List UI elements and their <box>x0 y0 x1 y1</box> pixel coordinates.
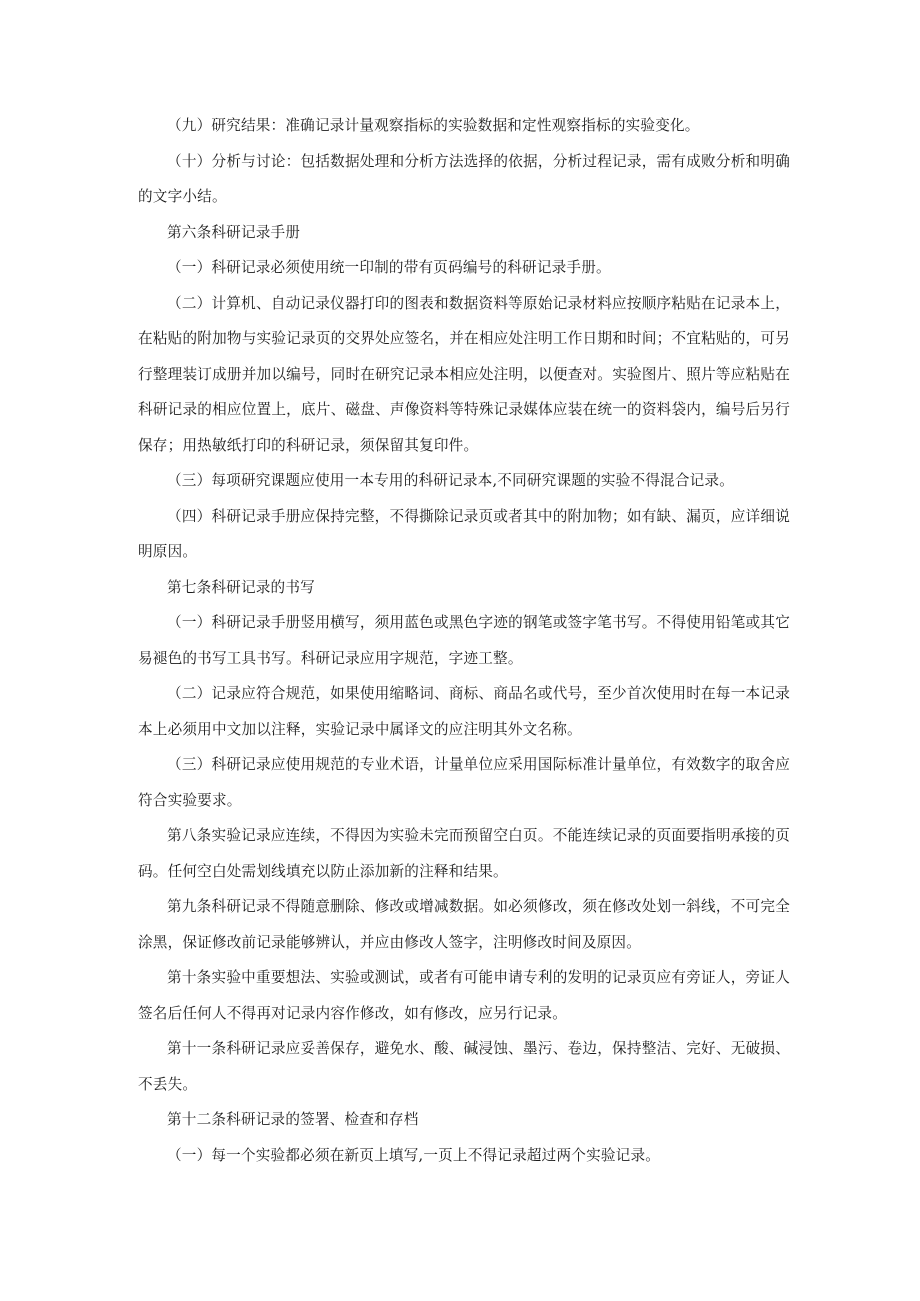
article-8: 第八条实验记录应连续，不得因为实验未完而预留空白页。不能连续记录的页面要指明承接的页码。任何空白处需划线填充以防止添加新的注释和结果。 <box>138 827 790 880</box>
article-10: 第十条实验中重要想法、实验或测试，或者有可能申请专利的发明的记录页应有旁证人，旁证人签名后任何人不得再对记录内容作修改，如有修改，应另行记录。 <box>138 969 790 1022</box>
article-9: 第九条科研记录不得随意删除、修改或增减数据。如必须修改，须在修改处划一斜线，不可完全涂黑，保证修改前记录能够辨认，并应由修改人签字，注明修改时间及原因。 <box>138 898 790 951</box>
article-12-heading: 第十二条科研记录的签署、检查和存档 <box>167 1111 419 1128</box>
article-7-item-3: （三）科研记录应使用规范的专业术语，计量单位应采用国际标准计量单位，有效数字的取舍应符合实验要求。 <box>138 756 790 809</box>
article-11: 第十一条科研记录应妥善保存，避免水、酸、碱浸蚀、墨污、卷边，保持整洁、完好、无破损、不丢失。 <box>138 1040 790 1093</box>
article-7-item-1: （一）科研记录手册竖用横写，须用蓝色或黑色字迹的钢笔或签字笔书写。不得使用铅笔或其它易褪色的书写工具书写。科研记录应用字规范，字迹工整。 <box>138 614 790 667</box>
paragraph-item-9-research-results: （九）研究结果：准确记录计量观察指标的实验数据和定性观察指标的实验变化。 <box>167 117 700 134</box>
article-7-heading: 第七条科研记录的书写 <box>167 578 315 596</box>
article-6-heading: 第六条科研记录手册 <box>167 223 301 241</box>
article-6-item-3: （三）每项研究课题应使用一本专用的科研记录本,不同研究课题的实验不得混合记录。 <box>167 472 735 489</box>
document-page <box>138 108 790 1173</box>
paragraph-item-10-analysis-discussion: （十）分析与讨论：包括数据处理和分析方法选择的依据，分析过程记录，需有成败分析和明确的文字小结。 <box>138 152 790 205</box>
article-6-item-1: （一）科研记录必须使用统一印制的带有页码编号的科研记录手册。 <box>167 259 611 276</box>
article-6-item-2: （二）计算机、自动记录仪器打印的图表和数据资料等原始记录材料应按顺序粘贴在记录本上，在粘贴的附加物与实验记录页的交界处应签名，并在相应处注明工作日期和时间；不宜粘贴的，可另行整理装订成册并加以编号，同时在研究记录本相应处注明，以便查对。实验图片、照片等应粘贴在科研记录的相应位置上，底片、磁盘、声像资料等特殊记录媒体应装在统一的资料袋内，编号后另行保存；用热敏纸打印的科研记录，须保留其复印件。 <box>138 294 790 454</box>
article-6-item-4: （四）科研记录手册应保持完整，不得撕除记录页或者其中的附加物；如有缺、漏页，应详细说明原因。 <box>138 507 790 560</box>
article-12-item-1: （一）每一个实验都必须在新页上填写,一页上不得记录超过两个实验记录。 <box>167 1146 661 1164</box>
article-7-item-2: （二）记录应符合规范，如果使用缩略词、商标、商品名或代号，至少首次使用时在每一本记录本上必须用中文加以注释，实验记录中属译文的应注明其外文名称。 <box>138 685 790 738</box>
